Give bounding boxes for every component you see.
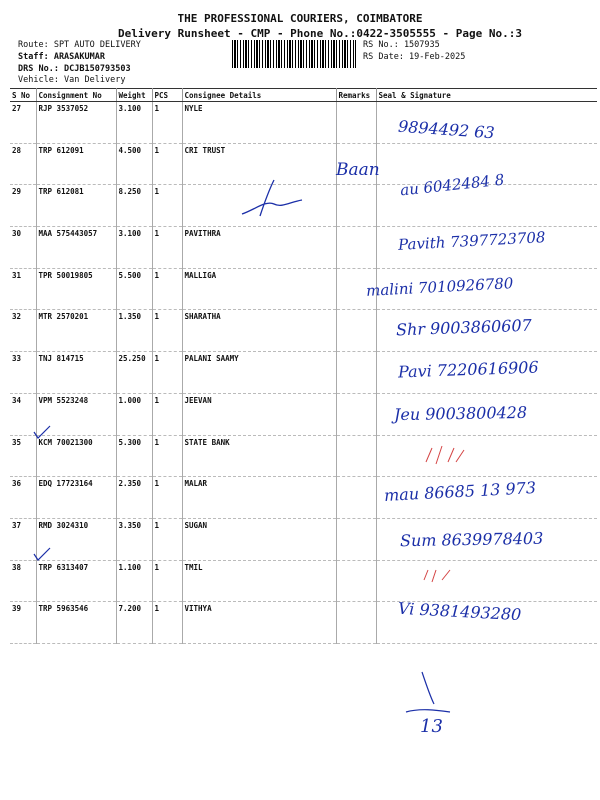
cell-weight: 4.500: [116, 143, 152, 185]
cell-consignee: PAVITHRA: [182, 227, 336, 269]
cell-sno: 28: [10, 143, 36, 185]
cell-signature: [376, 435, 597, 477]
cell-consignment: RJP 3537052: [36, 102, 116, 144]
cell-consignment: TRP 612081: [36, 185, 116, 227]
cell-consignment: RMD 3024310: [36, 518, 116, 560]
cell-weight: 7.200: [116, 602, 152, 644]
cell-sno: 37: [10, 518, 36, 560]
cell-sno: 27: [10, 102, 36, 144]
cell-consignee: PALANI SAAMY: [182, 352, 336, 394]
cell-consignment: TPR 50019805: [36, 268, 116, 310]
cell-pcs: 1: [152, 310, 182, 352]
rs-number: RS No.: 1507935: [363, 40, 440, 50]
cell-pcs: 1: [152, 560, 182, 602]
cell-consignee: SUGAN: [182, 518, 336, 560]
cell-weight: 8.250: [116, 185, 152, 227]
cell-sno: 33: [10, 352, 36, 394]
signature-27: 9894492 63: [397, 116, 496, 143]
cell-pcs: 1: [152, 143, 182, 185]
cell-consignee: MALAR: [182, 477, 336, 519]
cell-weight: 5.500: [116, 268, 152, 310]
cell-consignee: SHARATHA: [182, 310, 336, 352]
signature-34: Jeu 9003800428: [393, 402, 528, 425]
cell-consignee: JEEVAN: [182, 393, 336, 435]
cell-consignment: TRP 612091: [36, 143, 116, 185]
cell-sno: 32: [10, 310, 36, 352]
cell-pcs: 1: [152, 518, 182, 560]
cell-remarks: [336, 310, 376, 352]
cell-sno: 36: [10, 477, 36, 519]
cell-consignment: EDQ 17723164: [36, 477, 116, 519]
signature-36: mau 86685 13 973: [383, 478, 537, 505]
cell-weight: 25.250: [116, 352, 152, 394]
table-header-row: [10, 89, 597, 102]
cell-consignment: TNJ 814715: [36, 352, 116, 394]
rs-date: RS Date: 19-Feb-2025: [363, 52, 466, 62]
cell-weight: 3.100: [116, 227, 152, 269]
drs-info: DRS No.: DCJB150793503: [18, 64, 131, 74]
signature-37: Sum 8639978403: [399, 528, 544, 551]
cell-consignee: CRI TRUST: [182, 143, 336, 185]
signature-29: au 6042484 8: [399, 170, 506, 200]
stamp-scribble-icon: [236, 176, 306, 221]
signature-31: malini 7010926780: [365, 274, 514, 300]
col-header-consignment: Consignment No: [36, 89, 116, 102]
cell-remarks: [336, 560, 376, 602]
cell-weight: 3.100: [116, 102, 152, 144]
cell-weight: 5.300: [116, 435, 152, 477]
col-header-remarks: Remarks: [336, 89, 376, 102]
cell-pcs: 1: [152, 393, 182, 435]
barcode: [232, 40, 356, 68]
runsheet-title: Delivery Runsheet - CMP - Phone No.:0422-3505555 - Page No.:3: [118, 27, 522, 40]
cell-consignee: TMIL: [182, 560, 336, 602]
cell-remarks: [336, 227, 376, 269]
company-name: THE PROFESSIONAL COURIERS, COIMBATORE: [177, 12, 423, 25]
signature-28: Baan: [336, 160, 380, 180]
cell-remarks: [336, 352, 376, 394]
cell-sno: 39: [10, 602, 36, 644]
col-header-signature: Seal & Signature: [376, 89, 597, 102]
cell-consignment: KCM 70021300: [36, 435, 116, 477]
col-header-weight: Weight: [116, 89, 152, 102]
cell-remarks: [336, 477, 376, 519]
staff-info: Staff: ARASAKUMAR: [18, 52, 105, 62]
col-header-consignee: Consignee Details: [182, 89, 336, 102]
cell-consignee: VITHYA: [182, 602, 336, 644]
cell-remarks: [336, 185, 376, 227]
cell-weight: 2.350: [116, 477, 152, 519]
red-tick-icon: [420, 566, 460, 586]
table-row: [10, 560, 597, 602]
cell-remarks: [336, 102, 376, 144]
cell-consignment: MAA 575443057: [36, 227, 116, 269]
cell-sno: 31: [10, 268, 36, 310]
cell-remarks: [336, 435, 376, 477]
cell-sno: 35: [10, 435, 36, 477]
check-marks-icon: [30, 424, 60, 574]
cell-consignee: MALLIGA: [182, 268, 336, 310]
cell-consignment: TRP 6313407: [36, 560, 116, 602]
table-row: [10, 435, 597, 477]
signature-39: Vi 9381493280: [397, 598, 522, 625]
signature-30: Pavith 7397723708: [397, 228, 546, 254]
cell-pcs: 1: [152, 185, 182, 227]
cell-weight: 1.000: [116, 393, 152, 435]
red-mark-icon: [420, 440, 470, 470]
table-row: [10, 102, 597, 144]
cell-consignee: NYLE: [182, 102, 336, 144]
cell-sno: 29: [10, 185, 36, 227]
vehicle-info: Vehicle: Van Delivery: [18, 75, 126, 85]
bottom-note: 13: [420, 716, 443, 737]
cell-weight: 3.350: [116, 518, 152, 560]
cell-remarks: [336, 602, 376, 644]
cell-pcs: 1: [152, 435, 182, 477]
signature-33: Pavi 7220616906: [397, 357, 539, 382]
cell-weight: 1.350: [116, 310, 152, 352]
cell-pcs: 1: [152, 227, 182, 269]
cell-consignment: TRP 5963546: [36, 602, 116, 644]
cell-sno: 30: [10, 227, 36, 269]
cell-pcs: 1: [152, 477, 182, 519]
cell-pcs: 1: [152, 102, 182, 144]
cell-sno: 34: [10, 393, 36, 435]
cell-weight: 1.100: [116, 560, 152, 602]
cell-pcs: 1: [152, 602, 182, 644]
cell-pcs: 1: [152, 268, 182, 310]
route-info: Route: SPT AUTO DELIVERY: [18, 40, 141, 50]
signature-32: Shr 9003860607: [395, 315, 533, 340]
cell-remarks: [336, 393, 376, 435]
cell-signature: [376, 560, 597, 602]
cell-consignment: MTR 2570201: [36, 310, 116, 352]
cell-consignee: STATE BANK: [182, 435, 336, 477]
col-header-pcs: PCS: [152, 89, 182, 102]
cell-consignment: VPM 5523248: [36, 393, 116, 435]
cell-remarks: [336, 518, 376, 560]
cell-sno: 38: [10, 560, 36, 602]
col-header-sno: S No: [10, 89, 36, 102]
cell-pcs: 1: [152, 352, 182, 394]
